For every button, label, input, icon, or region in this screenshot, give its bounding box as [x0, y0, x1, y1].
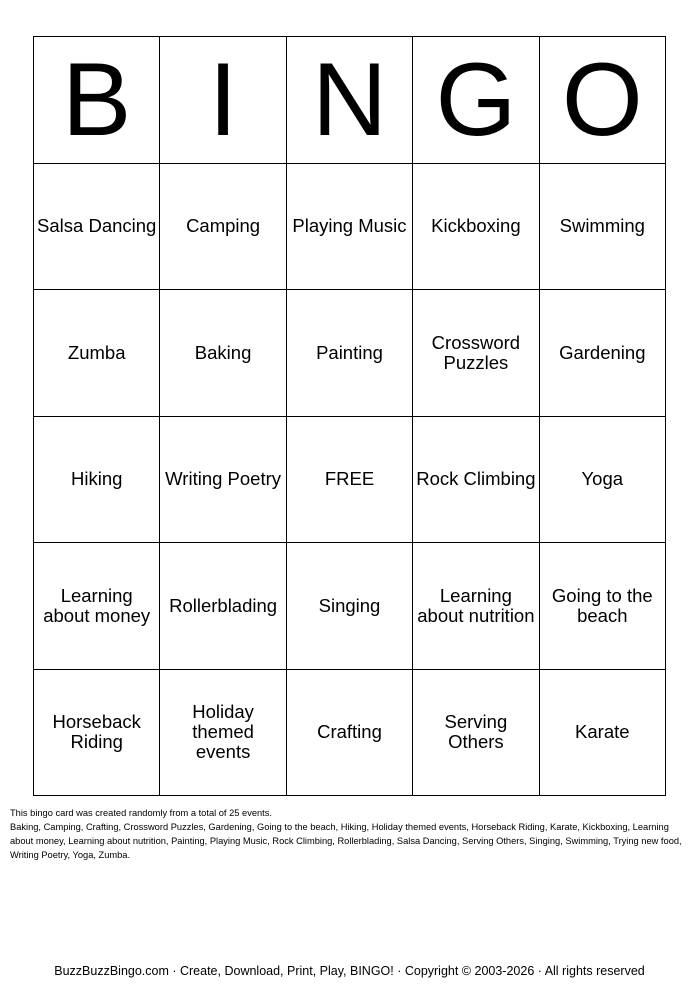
- bingo-cell-r4c1: Learning about money: [34, 543, 160, 670]
- bingo-card: [33, 36, 666, 796]
- notes-intro: This bingo card was created randomly from a total of 25 events.: [10, 808, 272, 818]
- card-notes: [10, 806, 682, 862]
- footer-copyright: BuzzBuzzBingo.com · Create, Download, Print, Play, BINGO! · Copyright © 2003-2026 · All rights reserved: [54, 964, 645, 978]
- header-letter-n: N: [287, 37, 413, 164]
- bingo-cell-r1c2: Camping: [160, 164, 286, 291]
- bingo-cell-r5c3: Crafting: [287, 670, 413, 797]
- header-letter-g: G: [413, 37, 539, 164]
- bingo-cell-r5c2: Holiday themed events: [160, 670, 286, 797]
- bingo-cell-r3c4: Rock Climbing: [413, 417, 539, 544]
- bingo-cell-r5c4: Serving Others: [413, 670, 539, 797]
- bingo-cell-r5c1: Horseback Riding: [34, 670, 160, 797]
- bingo-cell-r4c5: Going to the beach: [540, 543, 666, 670]
- header-letter-o: O: [540, 37, 666, 164]
- notes-event-list: Baking, Camping, Crafting, Crossword Puzzles, Gardening, Going to the beach, Hiking, Holiday themed events, Horseback Riding, Karate, Kickboxing, Learning about money, Learning about nutrition, Painting, Playing Music, Rock Climbing, Rollerblading, Salsa Dancing, Serving Others, Singing, Swimming, Trying new food, Writing Poetry, Yoga, Zumba.: [10, 822, 682, 860]
- header-letter-b: B: [34, 37, 160, 164]
- bingo-cell-r5c5: Karate: [540, 670, 666, 797]
- bingo-cell-r3c1: Hiking: [34, 417, 160, 544]
- bingo-cell-r1c1: Salsa Dancing: [34, 164, 160, 291]
- bingo-free-space: FREE: [287, 417, 413, 544]
- bingo-cell-r1c4: Kickboxing: [413, 164, 539, 291]
- header-letter-i: I: [160, 37, 286, 164]
- bingo-cell-r3c2: Writing Poetry: [160, 417, 286, 544]
- bingo-cell-r4c2: Rollerblading: [160, 543, 286, 670]
- bingo-cell-r4c4: Learning about nutrition: [413, 543, 539, 670]
- bingo-cell-r2c2: Baking: [160, 290, 286, 417]
- bingo-cell-r2c3: Painting: [287, 290, 413, 417]
- bingo-cell-r2c4: Crossword Puzzles: [413, 290, 539, 417]
- bingo-cell-r2c5: Gardening: [540, 290, 666, 417]
- bingo-cell-r1c5: Swimming: [540, 164, 666, 291]
- bingo-cell-r3c5: Yoga: [540, 417, 666, 544]
- bingo-cell-r2c1: Zumba: [34, 290, 160, 417]
- bingo-cell-r1c3: Playing Music: [287, 164, 413, 291]
- bingo-cell-r4c3: Singing: [287, 543, 413, 670]
